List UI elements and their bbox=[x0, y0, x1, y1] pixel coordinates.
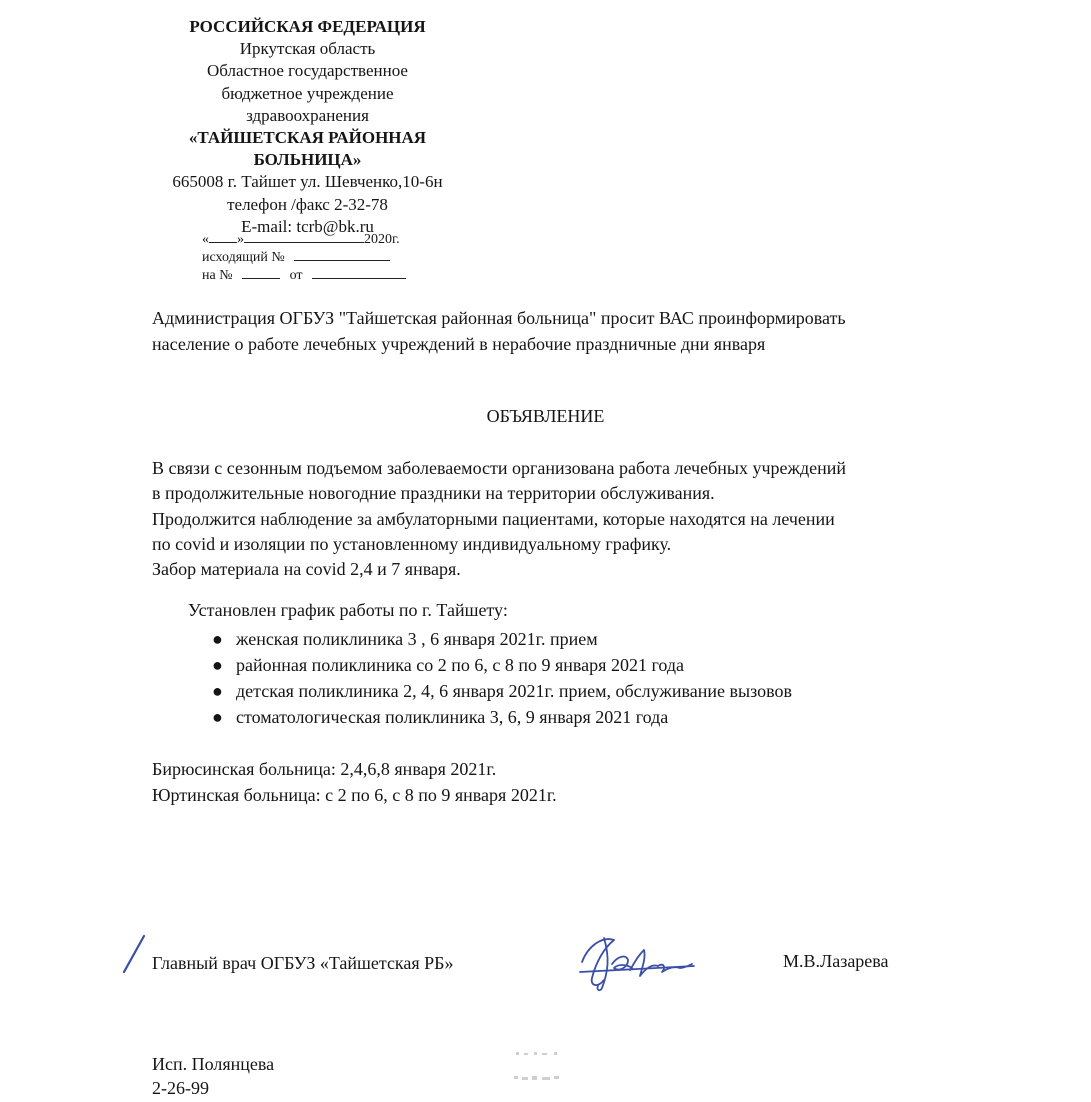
schedule-item-text: женская поликлиника 3 , 6 января 2021г. прием bbox=[236, 629, 598, 649]
executor-info bbox=[152, 1052, 274, 1100]
schedule-item-text: детская поликлиника 2, 4, 6 января 2021г. прием, обслуживание вызовов bbox=[236, 681, 792, 701]
paragraph-line-4: по covid и изоляции по установленному индивидуальному графику. bbox=[152, 533, 672, 554]
org-line-2: бюджетное учреждение bbox=[221, 83, 394, 103]
bullet-icon: ● bbox=[212, 629, 223, 649]
hospital-line-1: Бирюсинская больница: 2,4,6,8 января 2021г. bbox=[152, 759, 497, 779]
region-name: Иркутская область bbox=[239, 39, 376, 59]
letterhead bbox=[155, 16, 460, 238]
date-quote-close: » bbox=[237, 232, 244, 247]
announcement-paragraph bbox=[152, 456, 846, 582]
org-name-1: «ТАЙШЕТСКАЯ РАЙОННАЯ bbox=[188, 128, 427, 148]
schedule-list bbox=[212, 626, 792, 730]
list-item bbox=[212, 704, 792, 730]
reference-date-line bbox=[202, 228, 400, 248]
list-item bbox=[212, 678, 792, 704]
signer-name: М.В.Лазарева bbox=[783, 951, 889, 971]
paragraph-line-3: Продолжится наблюдение за амбулаторными пациентами, которые находятся на лечении bbox=[152, 508, 835, 529]
org-line-1: Областное государственное bbox=[207, 61, 408, 81]
country-name: РОССИЙСКАЯ ФЕДЕРАЦИЯ bbox=[189, 17, 426, 36]
reference-year: 2020г. bbox=[364, 232, 400, 247]
list-item bbox=[212, 652, 792, 678]
org-address: 665008 г. Тайшет ул. Шевченко,10-6н bbox=[172, 172, 443, 192]
from-date-blank bbox=[312, 264, 406, 279]
paragraph-line-1: В связи с сезонным подъемом заболеваемости организована работа лечебных учреждений bbox=[152, 458, 846, 478]
schedule-title: Установлен график работы по г. Тайшету: bbox=[188, 600, 508, 620]
org-name-2: БОЛЬНИЦА» bbox=[253, 150, 362, 170]
date-quote-open: « bbox=[202, 232, 209, 247]
to-number-blank bbox=[242, 264, 280, 279]
intro-request bbox=[152, 306, 846, 357]
month-blank bbox=[244, 228, 364, 243]
paragraph-line-5: Забор материала на covid 2,4 и 7 января. bbox=[152, 559, 461, 580]
day-blank bbox=[209, 228, 237, 243]
intro-line-1: Администрация ОГБУЗ "Тайшетская районная больница" просит ВАС проинформировать bbox=[152, 308, 846, 328]
other-hospitals bbox=[152, 757, 557, 808]
paragraph-line-2: в продолжительные новогодние праздники на территории обслуживания. bbox=[152, 483, 715, 504]
signer-title: Главный врач ОГБУЗ «Тайшетская РБ» bbox=[152, 953, 454, 973]
reference-outgoing-line bbox=[202, 246, 390, 266]
pen-slash-mark bbox=[120, 934, 150, 976]
bullet-icon: ● bbox=[212, 655, 223, 675]
outgoing-label: исходящий № bbox=[202, 250, 285, 265]
reference-to-line bbox=[202, 264, 406, 284]
intro-line-2: население о работе лечебных учреждений в нерабочие праздничные дни января bbox=[152, 333, 766, 354]
org-email: E-mail: tcrb@bk.ru bbox=[241, 216, 374, 236]
org-line-3: здравоохранения bbox=[246, 105, 369, 125]
org-phone: телефон /факс 2-32-78 bbox=[227, 194, 388, 214]
from-label: от bbox=[289, 268, 303, 283]
hospital-line-2: Юртинская больница: с 2 по 6, с 8 по 9 января 2021г. bbox=[152, 784, 557, 805]
schedule-item-text: районная поликлиника со 2 по 6, с 8 по 9 января 2021 года bbox=[236, 655, 685, 675]
outgoing-number-blank bbox=[294, 246, 390, 261]
executor-name: Исп. Полянцева bbox=[152, 1054, 275, 1074]
faint-stamp-mark bbox=[512, 1050, 564, 1086]
list-item bbox=[212, 626, 792, 652]
handwritten-signature bbox=[574, 928, 699, 998]
bullet-icon: ● bbox=[212, 681, 223, 701]
executor-phone: 2-26-99 bbox=[152, 1078, 209, 1098]
announcement-title: ОБЪЯВЛЕНИЕ bbox=[486, 406, 605, 426]
to-number-label: на № bbox=[202, 268, 233, 283]
bullet-icon: ● bbox=[212, 707, 223, 727]
schedule-item-text: стоматологическая поликлиника 3, 6, 9 января 2021 года bbox=[236, 707, 669, 727]
